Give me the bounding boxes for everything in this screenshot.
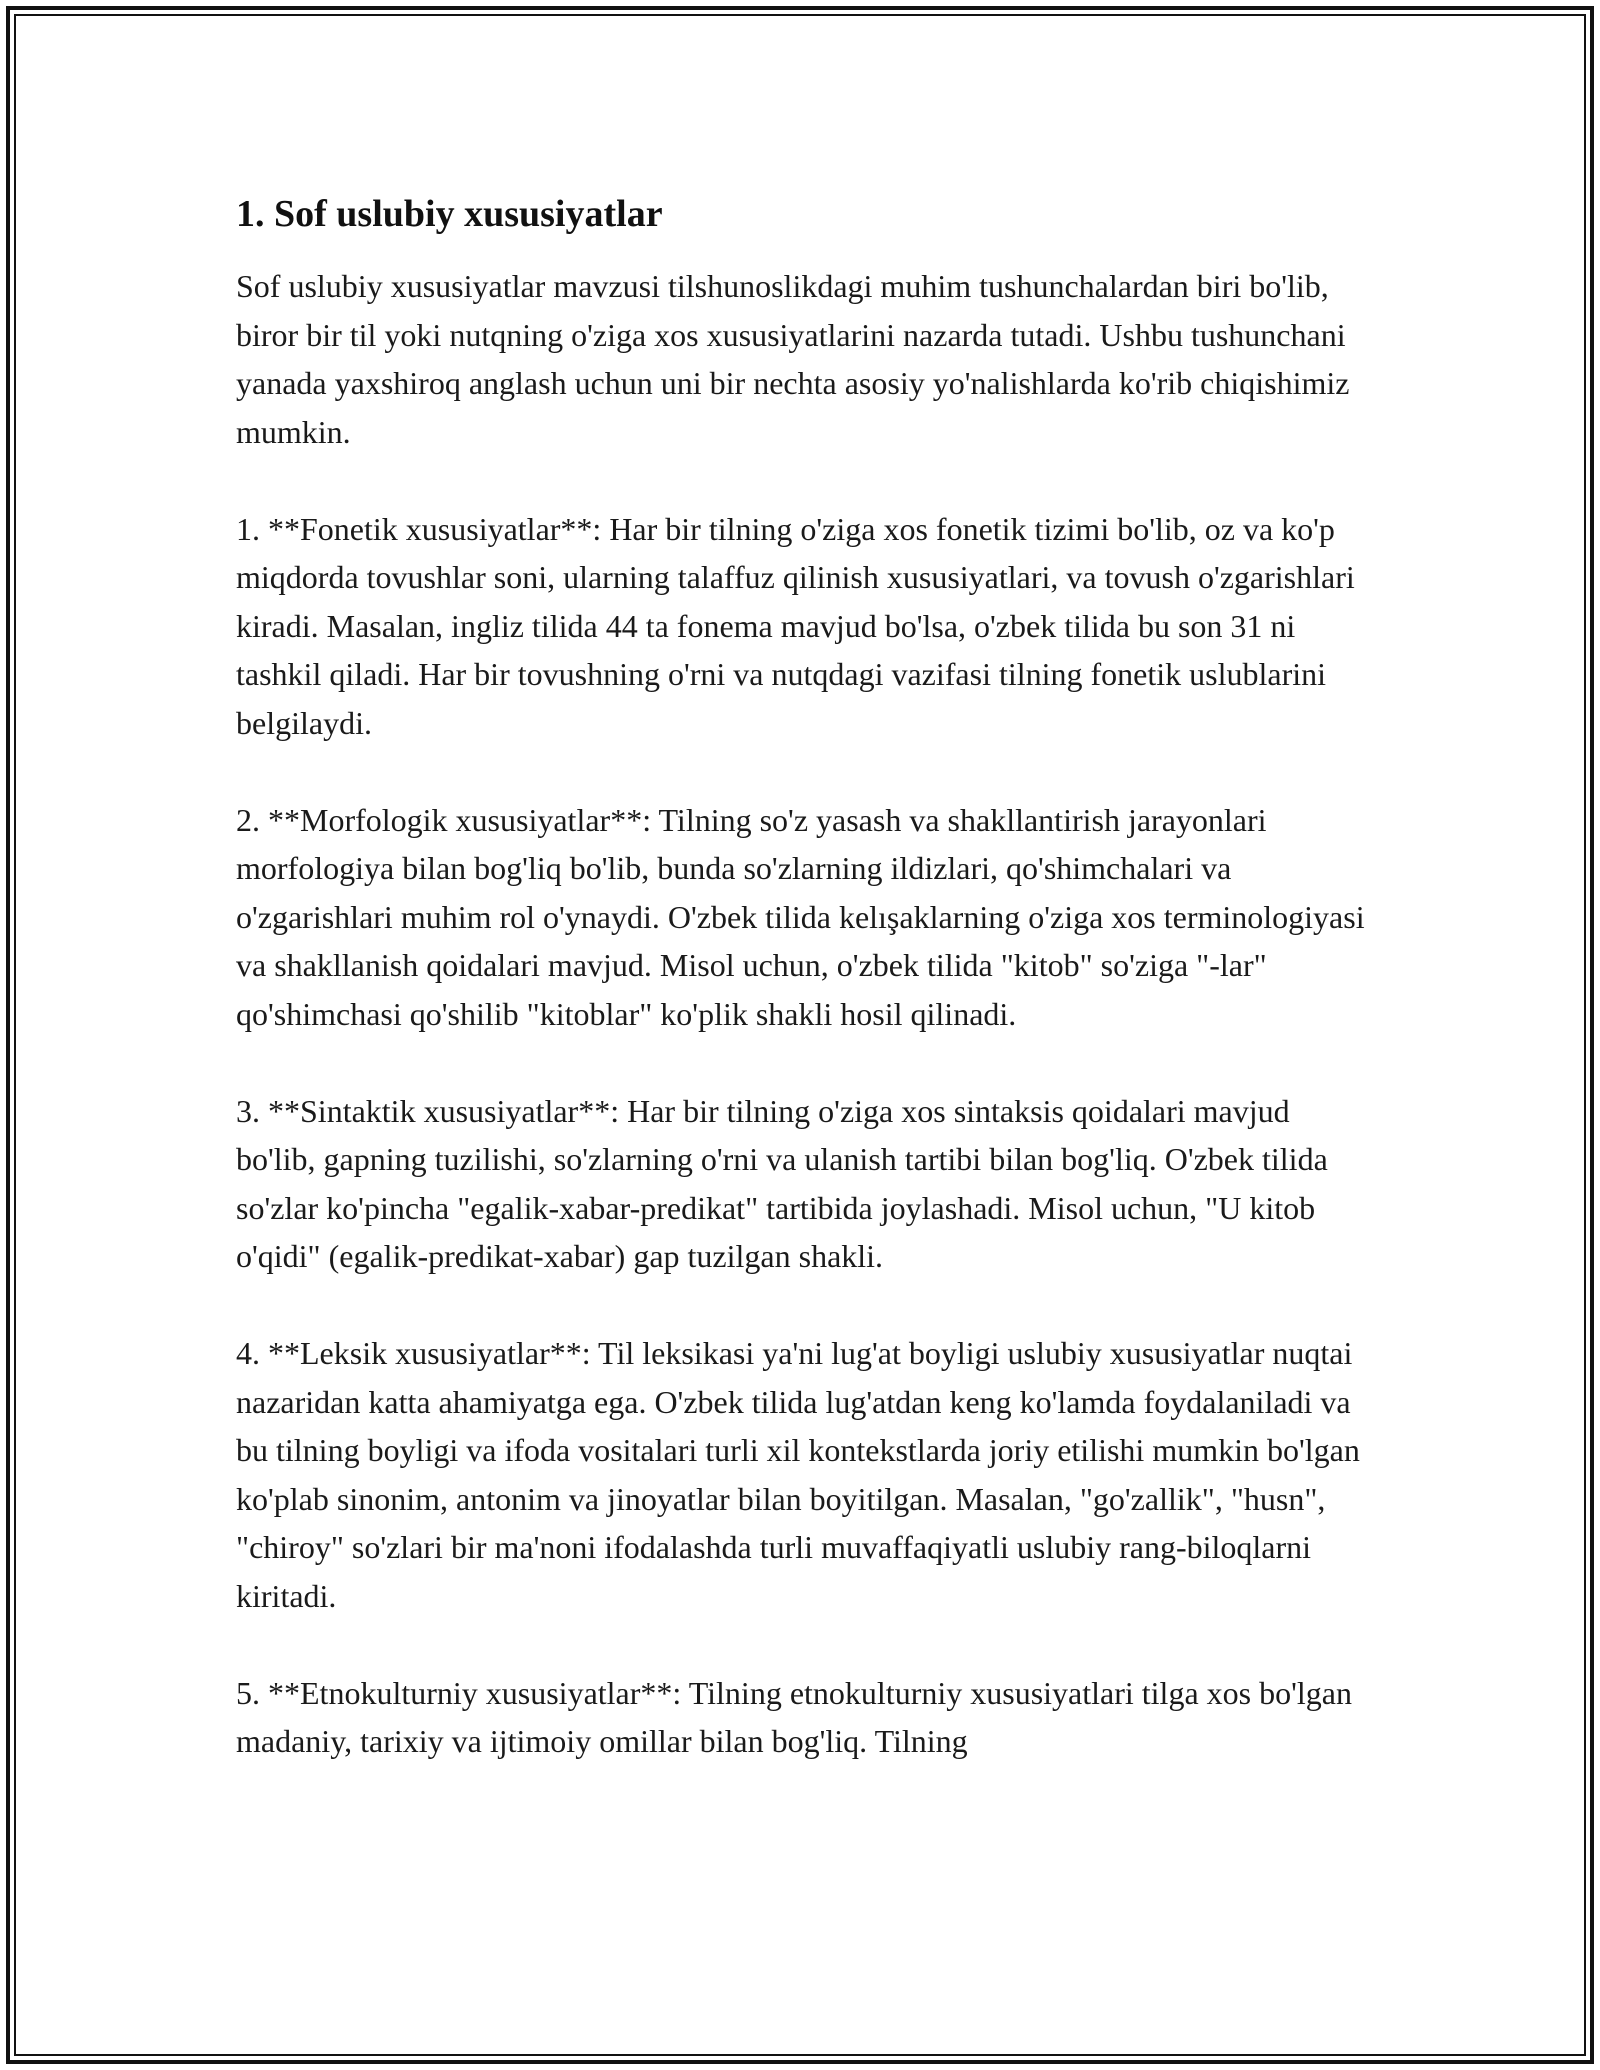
section-heading: 1. Sof uslubiy xususiyatlar (236, 193, 663, 235)
list-item-fonetik: 1. **Fonetik xususiyatlar**: Har bir tilning o'ziga xos fonetik tizimi bo'lib, oz va ko'p miqdorda tovushlar soni, ularning talaffuz qilinish xususiyatlari, va tovush o'zgarishlari kiradi. Masalan, ingliz tilida 44 ta fonema mavjud bo'lsa, o'zbek tilida bu son 31 ni tashkil qiladi. Har bir tovushning o'rni va nutqdagi vazifasi tilning fonetik uslublarini belgilaydi. (236, 510, 1355, 741)
list-item-sintaktik: 3. **Sintaktik xususiyatlar**: Har bir tilning o'ziga xos sintaksis qoidalari mavjud bo'lib, gapning tuzilishi, so'zlarning o'rni va ulanish tartibi bilan bog'liq. O'zbek tilida so'zlar ko'pincha "egalik-xabar-predikat" tartibida joylashadi. Misol uchun, "U kitob o'qidi" (egalik-predikat-xabar) gap tuzilgan shakli. (236, 1092, 1328, 1274)
document-body (236, 186, 1366, 1766)
list-item-etnokulturniy: 5. **Etnokulturniy xususiyatlar**: Tilning etnokulturniy xususiyatlari tilga xos bo'lgan madaniy, tarixiy va ijtimoiy omillar bilan bog'liq. Tilning (236, 1674, 1352, 1759)
list-item-leksik: 4. **Leksik xususiyatlar**: Til leksikasi ya'ni lug'at boyligi uslubiy xususiyatlar nuqtai nazaridan katta ahamiyatga ega. O'zbek tilida lug'atdan keng ko'lamda foydalaniladi va bu tilning boyligi va ifoda vositalari turli xil kontekstlarda joriy etilishi mumkin bo'lgan ko'plab sinonim, antonim va jinoyatlar bilan boyitilgan. Masalan, "go'zallik", "husn", "chiroy" so'zlari bir ma'noni ifodalashda turli muvaffaqiyatli uslubiy rang-biloqlarni kiritadi. (236, 1335, 1360, 1614)
intro-paragraph: Sof uslubiy xususiyatlar mavzusi tilshunoslikdagi muhim tushunchalardan biri bo'lib, biror bir til yoki nutqning o'ziga xos xususiyatlarini nazarda tutadi. Ushbu tushunchani yanada yaxshiroq anglash uchun uni bir nechta asosiy yo'nalishlarda ko'rib chiqishimiz mumkin. (236, 268, 1350, 450)
list-item-morfologik: 2. **Morfologik xususiyatlar**: Tilning so'z yasash va shakllantirish jarayonlari morfologiya bilan bog'liq bo'lib, bunda so'zlarning ildizlari, qo'shimchalari va o'zgarishlari muhim rol o'ynaydi. O'zbek tilida kelışaklarning o'ziga xos terminologiyasi va shakllanish qoidalari mavjud. Misol uchun, o'zbek tilida "kitob" so'ziga "-lar" qo'shimchasi qo'shilib "kitoblar" ko'plik shakli hosil qilinadi. (236, 801, 1365, 1032)
